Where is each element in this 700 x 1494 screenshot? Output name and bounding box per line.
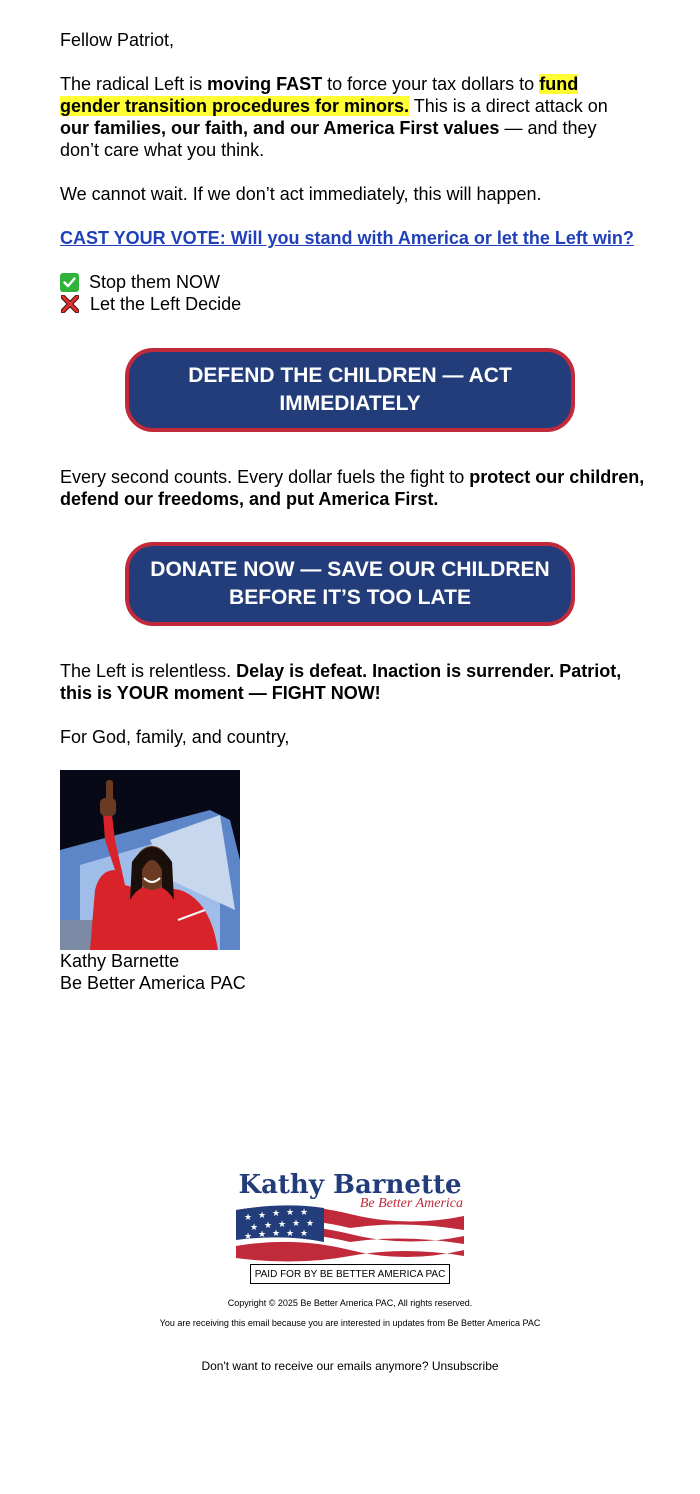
signature-name: Kathy Barnette <box>60 951 180 971</box>
bold-text: our families, our faith, and our America First values <box>60 118 500 138</box>
logo-tagline: Be Better America <box>359 1196 463 1211</box>
text-span: — and they don’t care what you think. <box>60 118 597 160</box>
closing-line: For God, family, and country, <box>60 727 290 747</box>
unsubscribe-prompt: Don't want to receive our emails anymore? <box>201 1359 429 1373</box>
bold-text: moving FAST <box>207 74 323 94</box>
svg-text:★: ★ <box>272 1229 281 1239</box>
option-label: Let the Left Decide <box>90 294 242 314</box>
relentless-paragraph <box>60 660 650 704</box>
text-span: The radical Left is <box>60 74 208 94</box>
svg-text:★: ★ <box>244 1213 253 1223</box>
red-x-icon <box>60 294 80 314</box>
text-span: to force your tax dollars to <box>322 74 540 94</box>
svg-text:★: ★ <box>300 1229 309 1239</box>
svg-text:★: ★ <box>278 1220 287 1230</box>
email-body <box>60 29 640 315</box>
svg-text:★: ★ <box>300 1208 309 1218</box>
text-span: The Left is relentless. <box>60 661 237 681</box>
text-span: This is a direct attack on <box>409 96 608 116</box>
bold-text: protect our children, defend our freedoms, and put America First. <box>60 467 645 509</box>
fight-paragraph <box>60 466 650 510</box>
defend-children-button[interactable]: DEFEND THE CHILDREN — ACT IMMEDIATELY <box>125 348 575 432</box>
svg-text:★: ★ <box>286 1229 295 1239</box>
urgency-paragraph: We cannot wait. If we don’t act immediately, this will happen. <box>60 184 542 204</box>
svg-text:★: ★ <box>250 1223 259 1233</box>
intro-paragraph <box>60 73 640 161</box>
signature <box>60 950 246 994</box>
greeting: Fellow Patriot, <box>60 30 175 50</box>
svg-text:★: ★ <box>264 1221 273 1231</box>
svg-text:★: ★ <box>258 1230 267 1240</box>
bold-text: Delay is defeat. Inaction is surrender. Patriot, this is YOUR moment — FIGHT NOW! <box>60 661 622 703</box>
svg-text:★: ★ <box>258 1211 267 1221</box>
option-label: Stop them NOW <box>89 272 221 292</box>
svg-text:★: ★ <box>306 1219 315 1229</box>
check-box-icon <box>60 273 79 292</box>
option-let-left-decide[interactable] <box>60 293 640 315</box>
signature-org: Be Better America PAC <box>60 973 246 993</box>
signature-photo <box>60 770 240 950</box>
kathy-barnette-logo <box>234 1170 466 1262</box>
copyright-text: Copyright © 2025 Be Better America PAC, All rights reserved. <box>227 1298 473 1308</box>
text-span: Every second counts. Every dollar fuels the fight to <box>60 467 470 487</box>
svg-text:★: ★ <box>292 1219 301 1229</box>
highlighted-text: fund gender transition procedures for minors. <box>60 74 579 116</box>
paid-for-disclaimer: PAID FOR BY BE BETTER AMERICA PAC <box>250 1264 450 1284</box>
unsubscribe-line <box>0 1359 700 1373</box>
option-stop-them[interactable] <box>60 271 640 293</box>
donate-now-button[interactable]: DONATE NOW — SAVE OUR CHILDREN BEFORE IT’S TOO LATE <box>125 542 575 626</box>
svg-text:★: ★ <box>286 1208 295 1218</box>
subscription-reason: You are receiving this email because you are interested in updates from Be Better America PAC <box>159 1318 541 1328</box>
svg-text:★: ★ <box>272 1209 281 1219</box>
logo-name: Kathy Barnette <box>238 1170 462 1200</box>
svg-text:★: ★ <box>244 1232 253 1242</box>
unsubscribe-link[interactable]: Unsubscribe <box>431 1359 499 1373</box>
cast-vote-link[interactable]: CAST YOUR VOTE: Will you stand with America or let the Left win? <box>60 228 634 248</box>
